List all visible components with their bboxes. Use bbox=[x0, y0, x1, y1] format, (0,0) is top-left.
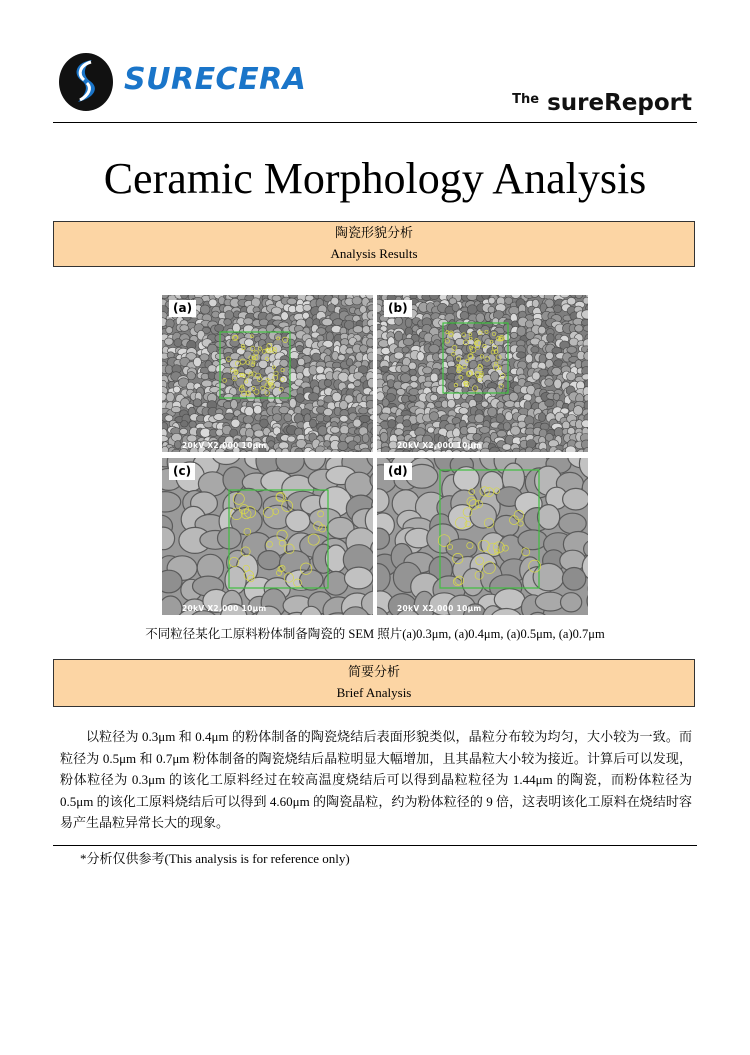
grain bbox=[288, 436, 296, 442]
grain bbox=[180, 428, 188, 434]
grain bbox=[254, 405, 262, 414]
grain bbox=[533, 563, 564, 590]
results-title-zh: 陶瓷形貌分析 bbox=[334, 226, 413, 241]
grain bbox=[332, 392, 341, 401]
grain bbox=[286, 510, 310, 532]
grain bbox=[254, 430, 264, 437]
grain bbox=[166, 392, 174, 402]
grain bbox=[215, 324, 224, 332]
grain bbox=[259, 319, 269, 326]
header-divider bbox=[53, 122, 697, 123]
grain bbox=[446, 348, 455, 354]
grain bbox=[368, 305, 373, 311]
grain bbox=[328, 304, 335, 312]
grain bbox=[174, 339, 182, 347]
grain bbox=[511, 426, 521, 435]
sem-info-bar: 20kV X2,000 10μm bbox=[182, 604, 267, 613]
grain bbox=[380, 432, 388, 442]
grain bbox=[260, 419, 269, 428]
grain bbox=[459, 408, 468, 415]
grain bbox=[245, 339, 254, 347]
grain bbox=[554, 305, 562, 313]
grain bbox=[400, 374, 410, 383]
grain bbox=[476, 313, 485, 322]
grain bbox=[225, 566, 246, 594]
grain bbox=[517, 326, 526, 336]
brief-banner bbox=[53, 659, 695, 707]
grain bbox=[339, 401, 347, 410]
grain bbox=[516, 352, 525, 358]
sem-image-b bbox=[377, 295, 588, 452]
grain bbox=[312, 353, 321, 361]
grain bbox=[225, 311, 234, 320]
grain bbox=[473, 434, 481, 441]
grain bbox=[180, 325, 189, 332]
grain bbox=[289, 398, 296, 408]
grain bbox=[397, 389, 406, 396]
grain bbox=[322, 318, 333, 325]
grain bbox=[381, 366, 389, 372]
grain bbox=[559, 513, 586, 533]
grain bbox=[353, 419, 361, 427]
grain bbox=[518, 530, 547, 550]
grain bbox=[359, 408, 368, 414]
brand-name: SURECERA bbox=[124, 62, 307, 97]
grain bbox=[475, 414, 485, 423]
grain bbox=[394, 429, 403, 436]
grain bbox=[545, 399, 554, 406]
grain bbox=[309, 419, 316, 428]
grain bbox=[575, 325, 583, 332]
grain bbox=[223, 467, 245, 492]
sem-info-bar: 20kV X2,000 10μm bbox=[182, 441, 267, 450]
results-title-en: Analysis Results bbox=[330, 246, 418, 261]
grain bbox=[171, 406, 181, 412]
grain bbox=[317, 400, 324, 406]
grain bbox=[368, 378, 373, 388]
grain bbox=[482, 359, 492, 367]
grain bbox=[563, 488, 588, 510]
grain bbox=[200, 428, 210, 437]
grain bbox=[538, 413, 545, 422]
grain bbox=[405, 318, 412, 327]
grain bbox=[324, 416, 331, 422]
sem-image-a bbox=[162, 295, 373, 452]
grain bbox=[309, 393, 319, 401]
grain bbox=[330, 427, 339, 434]
grain bbox=[165, 365, 173, 374]
grain bbox=[546, 352, 554, 359]
grain bbox=[470, 503, 496, 528]
figure-label: (a) bbox=[169, 300, 196, 317]
grain bbox=[429, 345, 440, 354]
grain bbox=[567, 347, 577, 354]
grain bbox=[338, 355, 345, 361]
grain bbox=[362, 326, 370, 334]
grain bbox=[504, 401, 515, 408]
grain bbox=[447, 399, 455, 408]
sem-info-bar: 20kV X2,000 10μm bbox=[397, 441, 482, 450]
grain bbox=[290, 358, 297, 368]
grain bbox=[428, 427, 435, 433]
grain bbox=[553, 393, 560, 400]
grain bbox=[231, 419, 240, 427]
grain bbox=[573, 406, 582, 416]
grain bbox=[353, 326, 363, 333]
figure-label: (d) bbox=[384, 463, 412, 480]
grain bbox=[209, 299, 217, 307]
grain bbox=[338, 441, 348, 450]
grain bbox=[488, 407, 497, 416]
grain bbox=[260, 333, 267, 340]
grain bbox=[300, 570, 323, 590]
grain bbox=[545, 379, 554, 387]
grain bbox=[409, 369, 416, 376]
grain bbox=[271, 307, 281, 314]
grain bbox=[409, 395, 417, 401]
grain bbox=[394, 352, 403, 359]
sem-image-d bbox=[377, 458, 588, 615]
grain bbox=[583, 297, 588, 304]
grain bbox=[187, 372, 196, 380]
figure-caption: 不同粒径某化工原料粉体制备陶瓷的 SEM 照片(a)0.3μm, (a)0.4μm, (a)0.5μm, (a)0.7μm bbox=[145, 627, 605, 641]
grain bbox=[388, 419, 396, 428]
grain bbox=[423, 367, 433, 374]
grain bbox=[173, 386, 180, 393]
grain bbox=[481, 401, 488, 407]
grain bbox=[540, 423, 549, 430]
grain bbox=[367, 352, 373, 361]
grain bbox=[193, 399, 201, 407]
grain bbox=[491, 371, 499, 381]
grain bbox=[340, 415, 348, 422]
grain bbox=[502, 444, 511, 450]
brief-title-en: Brief Analysis bbox=[336, 685, 412, 700]
grain bbox=[582, 374, 588, 380]
grain bbox=[316, 366, 324, 374]
grain bbox=[503, 422, 510, 430]
figure-label: (b) bbox=[384, 300, 412, 317]
grain bbox=[202, 380, 213, 387]
grain bbox=[567, 372, 576, 381]
grain bbox=[200, 305, 210, 314]
grain bbox=[208, 365, 216, 373]
grain bbox=[480, 427, 490, 434]
grain bbox=[531, 347, 539, 353]
grain bbox=[354, 380, 361, 386]
grain bbox=[401, 365, 410, 372]
grain bbox=[324, 379, 331, 386]
grain bbox=[296, 394, 305, 403]
grain bbox=[582, 420, 588, 428]
grain bbox=[298, 358, 305, 366]
grain bbox=[214, 414, 224, 421]
report-name bbox=[512, 90, 692, 116]
grain bbox=[547, 334, 555, 343]
grain bbox=[502, 381, 511, 389]
grain bbox=[430, 373, 438, 382]
grain bbox=[492, 318, 499, 326]
grain bbox=[513, 448, 521, 452]
grain bbox=[402, 347, 409, 353]
grain bbox=[340, 426, 349, 435]
grain bbox=[284, 414, 292, 422]
grain bbox=[429, 412, 438, 421]
grain bbox=[501, 364, 511, 373]
grain bbox=[224, 319, 232, 326]
grain bbox=[326, 332, 333, 342]
grain bbox=[509, 392, 518, 401]
grain bbox=[505, 353, 513, 360]
grain bbox=[165, 338, 174, 345]
grain bbox=[252, 380, 261, 386]
report-title: sureReport bbox=[547, 90, 692, 116]
grain bbox=[162, 295, 168, 299]
grain bbox=[497, 430, 507, 437]
results-banner bbox=[53, 221, 695, 267]
grain bbox=[453, 428, 461, 438]
grain bbox=[403, 338, 413, 345]
grain bbox=[467, 305, 477, 314]
grain bbox=[496, 414, 504, 423]
grain bbox=[430, 394, 438, 401]
grain bbox=[303, 304, 311, 311]
grain bbox=[162, 570, 182, 593]
grain bbox=[352, 297, 362, 305]
surecera-logo-icon bbox=[58, 52, 114, 112]
sem-info-bar: 20kV X2,000 10μm bbox=[397, 604, 482, 613]
grain bbox=[505, 412, 513, 421]
sem-image-c bbox=[162, 458, 373, 615]
grain bbox=[565, 446, 576, 452]
grain bbox=[181, 421, 188, 428]
grain bbox=[511, 332, 518, 338]
page-title: Ceramic Morphology Analysis bbox=[103, 154, 647, 203]
grain bbox=[318, 426, 327, 436]
grain bbox=[403, 420, 411, 427]
grain bbox=[204, 422, 213, 428]
grain bbox=[526, 354, 533, 363]
grain bbox=[324, 441, 331, 448]
grain bbox=[281, 312, 289, 321]
grain bbox=[231, 399, 238, 409]
grain bbox=[166, 327, 173, 334]
grain bbox=[561, 593, 582, 612]
grain bbox=[280, 376, 287, 384]
grain bbox=[395, 317, 403, 325]
footnote: *分析仅供参考(This analysis is for reference only) bbox=[80, 851, 350, 866]
grain bbox=[230, 339, 240, 347]
grain bbox=[460, 312, 469, 320]
grain bbox=[243, 416, 253, 424]
footnote-divider bbox=[53, 845, 697, 846]
report-prefix: The bbox=[512, 92, 540, 107]
grain bbox=[362, 434, 369, 443]
grain bbox=[193, 357, 201, 367]
grain bbox=[258, 551, 281, 570]
brief-title-zh: 简要分析 bbox=[347, 665, 400, 680]
grain bbox=[554, 379, 562, 389]
grain bbox=[417, 352, 424, 361]
grain bbox=[410, 376, 417, 382]
grain bbox=[360, 345, 368, 353]
grain bbox=[562, 568, 585, 591]
grain bbox=[538, 505, 560, 530]
grain bbox=[345, 567, 373, 589]
analysis-paragraph: 以粒径为 0.3μm 和 0.4μm 的粉体制备的陶瓷烧结后表面形貌类似，晶粒分布较为均匀，大小较为一致。而粒径为 0.5μm 和 0.7μm 粉体制备的陶瓷烧结后晶粒明显大幅增加，且其晶粒大小较为接近。计算后可以发现，粉体粒径为 0.3μm 的该化工原料经过在较高温度烧结后可以得到晶粒粒径为 1.44μm 的陶瓷，而粉体粒径为 0.5μm 的该化工原料烧结后可以得到 4.60μm 的陶瓷晶粒，约为粉体粒径的 9 倍，这表明该化工原料在烧结时容易产生晶粒异常长大的现象。 bbox=[60, 729, 692, 830]
grain bbox=[189, 421, 196, 428]
grain bbox=[288, 339, 295, 346]
figure-label: (c) bbox=[169, 463, 195, 480]
grain bbox=[538, 326, 546, 334]
grain bbox=[367, 338, 374, 347]
grain bbox=[332, 351, 339, 360]
grain bbox=[324, 408, 333, 416]
grain bbox=[488, 297, 495, 304]
grain bbox=[494, 589, 524, 611]
grain bbox=[467, 295, 478, 300]
grain bbox=[244, 318, 253, 325]
grain bbox=[366, 400, 373, 408]
